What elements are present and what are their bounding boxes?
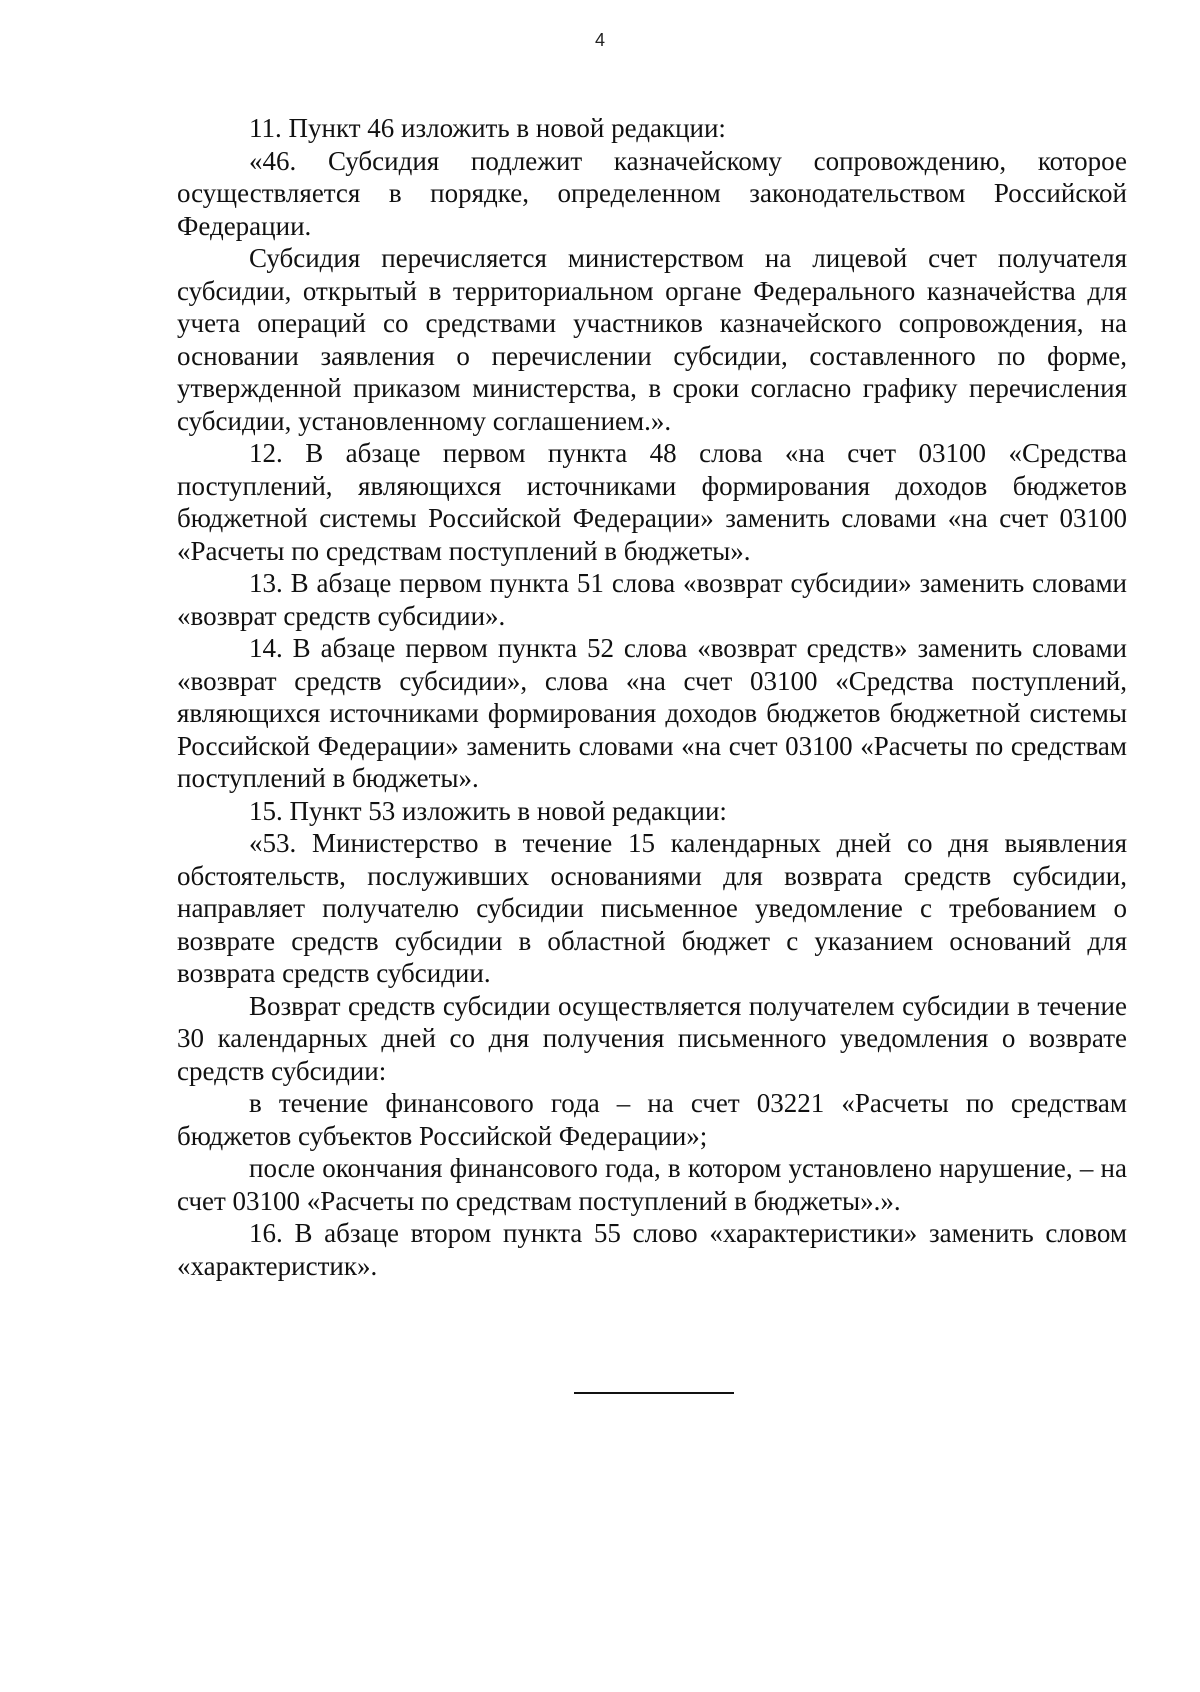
paragraph-item-13: 13. В абзаце первом пункта 51 слова «возврат субсидии» заменить словами «возврат средств субсидии».	[177, 568, 1127, 631]
paragraph-refund-during-year: в течение финансового года – на счет 03221 «Расчеты по средствам бюджетов субъектов Российской Федерации»;	[177, 1088, 1127, 1151]
paragraph-refund-after-year: после окончания финансового года, в котором установлено нарушение, – на счет 03100 «Расчеты по средствам поступлений в бюджеты».».	[177, 1153, 1127, 1216]
paragraph-clause-46: «46. Субсидия подлежит казначейскому сопровождению, которое осуществляется в порядке, определенном законодательством Российской Федерации.	[177, 145, 1127, 241]
paragraph-item-14: 14. В абзаце первом пункта 52 слова «возврат средств» заменить словами «возврат средств субсидии», слова «на счет 03100 «Средства поступлений, являющихся источниками формирования доходов бюджетов бюджетной системы Российской Федерации» заменить словами «на счет 03100 «Расчеты по средствам поступлений в бюджеты».	[177, 633, 1127, 793]
paragraph-item-12: 12. В абзаце первом пункта 48 слова «на счет 03100 «Средства поступлений, являющихся источниками формирования доходов бюджетов бюджетной системы Российской Федерации» заменить словами «на счет 03100 «Расчеты по средствам поступлений в бюджеты».	[177, 438, 1127, 566]
paragraph-subsidy-transfer: Субсидия перечисляется министерством на лицевой счет получателя субсидии, открытый в территориальном органе Федерального казначейства для учета операций со средствами участников казначейского сопровождения, на основании заявления о перечислении субсидии, составленного по форме, утвержденной приказом министерства, в сроки согласно графику перечисления субсидии, установленному соглашением.».	[177, 243, 1127, 436]
paragraph-item-11: 11. Пункт 46 изложить в новой редакции:	[249, 113, 726, 143]
document-body	[177, 112, 1127, 1282]
page-number: 4	[594, 30, 605, 50]
paragraph-item-15: 15. Пункт 53 изложить в новой редакции:	[249, 795, 727, 826]
paragraph-clause-53: «53. Министерство в течение 15 календарных дней со дня выявления обстоятельств, послуживших основаниями для возврата средств субсидии, направляет получателю субсидии письменное уведомление с требованием о возврате средств субсидии в областной бюджет с указанием оснований для возврата средств субсидии.	[177, 828, 1127, 988]
paragraph-item-16: 16. В абзаце втором пункта 55 слово «характеристики» заменить словом «характеристик».	[177, 1218, 1127, 1281]
paragraph-refund-procedure: Возврат средств субсидии осуществляется получателем субсидии в течение 30 календарных дней со дня получения письменного уведомления о возврате средств субсидии:	[177, 990, 1127, 1086]
closing-divider	[574, 1392, 734, 1394]
